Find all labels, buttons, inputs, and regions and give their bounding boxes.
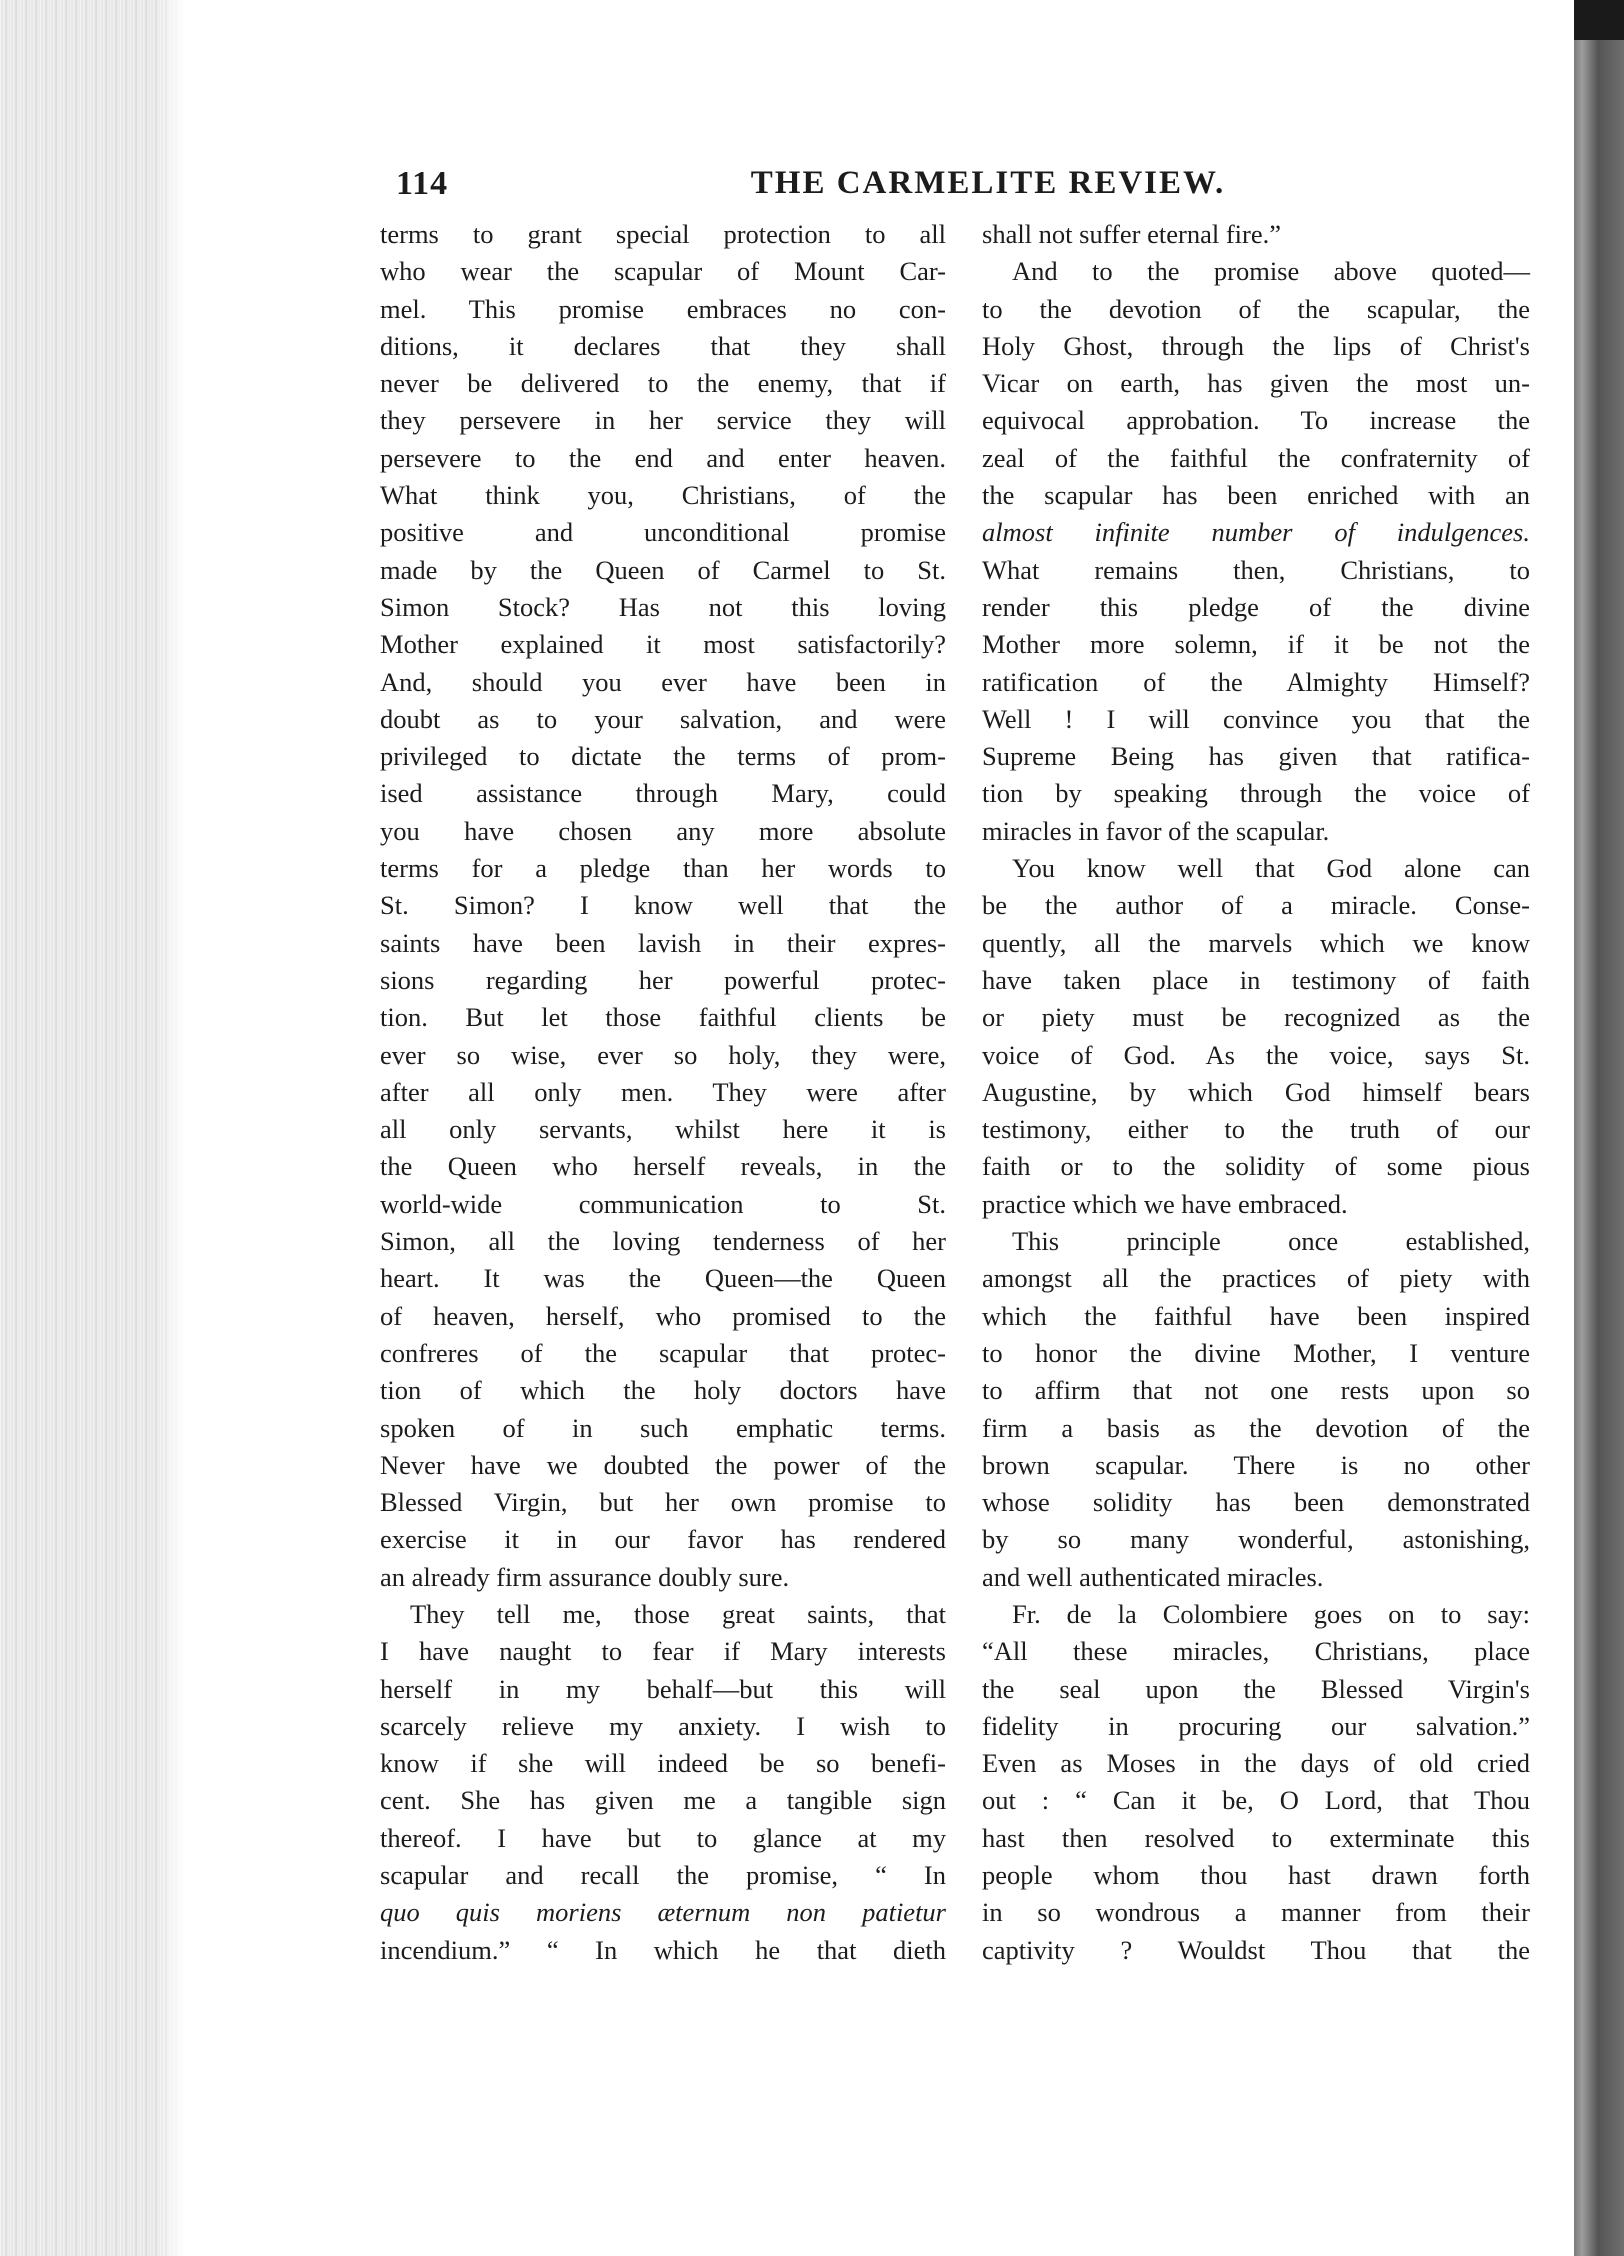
text-line: What think you, Christians, of the [380, 480, 946, 511]
text-line: Fr. de la Colombiere goes on to say: [1012, 1598, 1530, 1629]
text-line: after all only men. They were after [380, 1076, 946, 1107]
text-line: shall not suffer eternal fire.” [982, 219, 1281, 249]
text-line: and well authenticated miracles. [982, 1561, 1324, 1592]
text-line: doubt as to your salvation, and were [380, 703, 946, 734]
text-line: sions regarding her powerful protec- [380, 964, 946, 995]
text-line: tion. But let those faithful clients be [380, 1002, 946, 1033]
text-line: be the author of a miracle. Conse- [982, 890, 1530, 921]
text-line: Well ! I will convince you that the [982, 703, 1530, 734]
text-line: terms for a pledge than her words to [380, 853, 946, 884]
text-line: incendium.” “ In which he that dieth [380, 1934, 946, 1965]
text-line: scapular and recall the promise, “ In [380, 1860, 946, 1891]
text-line: the seal upon the Blessed Virgin's [982, 1673, 1530, 1704]
text-line: And to the promise above quoted— [1012, 256, 1530, 287]
text-line: Augustine, by which God himself bears [982, 1076, 1530, 1107]
text-line: you have chosen any more absolute [380, 815, 946, 846]
text-line: they persevere in her service they will [380, 405, 946, 436]
text-line: privileged to dictate the terms of prom- [380, 741, 946, 772]
text-line: fidelity in procuring our salvation.” [982, 1710, 1530, 1741]
text-line: “All these miracles, Christians, place [982, 1636, 1530, 1667]
text-line: thereof. I have but to glance at my [380, 1822, 946, 1853]
running-title: THE CARMELITE REVIEW. [750, 165, 1226, 201]
text-line: tion by speaking through the voice of [982, 778, 1530, 809]
text-line: quo quis moriens æternum non patietur [380, 1897, 946, 1928]
text-line: Holy Ghost, through the lips of Christ's [982, 330, 1530, 361]
text-line: of heaven, herself, who promised to the [380, 1300, 946, 1331]
text-line: to the devotion of the scapular, the [982, 293, 1530, 324]
text-line: This principle once established, [1012, 1226, 1530, 1257]
text-line: They tell me, those great saints, that [410, 1598, 946, 1629]
text-line: the scapular has been enriched with an [982, 480, 1530, 511]
text-line: tion of which the holy doctors have [380, 1375, 946, 1406]
left-column [380, 216, 946, 1969]
text-line: people whom thou hast drawn forth [982, 1860, 1530, 1891]
text-line: never be delivered to the enemy, that if [380, 368, 946, 399]
text-line: brown scapular. There is no other [982, 1449, 1530, 1480]
text-line: herself in my behalf—but this will [380, 1673, 946, 1704]
text-line: the Queen who herself reveals, in the [380, 1151, 946, 1182]
text-line: Never have we doubted the power of the [380, 1449, 946, 1480]
text-line: saints have been lavish in their expres- [380, 927, 946, 958]
text-line: Simon, all the loving tenderness of her [380, 1226, 946, 1257]
text-line: to honor the divine Mother, I venture [982, 1337, 1530, 1368]
text-line: Mother more solemn, if it be not the [982, 629, 1530, 660]
text-line: terms to grant special protection to all [380, 219, 946, 249]
text-line: I have naught to fear if Mary interests [380, 1636, 946, 1667]
text-line: captivity ? Wouldst Thou that the [982, 1934, 1530, 1965]
text-line: You know well that God alone can [1012, 853, 1530, 884]
text-line: ever so wise, ever so holy, they were, [380, 1039, 946, 1070]
text-line: ditions, it declares that they shall [380, 330, 946, 361]
text-line: mel. This promise embraces no con- [380, 293, 946, 324]
page-number: 114 [396, 165, 449, 202]
text-line: render this pledge of the divine [982, 591, 1530, 622]
scan-right-border [1574, 0, 1624, 2256]
text-line: quently, all the marvels which we know [982, 927, 1530, 958]
text-line: ised assistance through Mary, could [380, 778, 946, 809]
text-line: ratification of the Almighty Himself? [982, 666, 1530, 697]
text-line: faith or to the solidity of some pious [982, 1151, 1530, 1182]
text-line: who wear the scapular of Mount Car- [380, 256, 946, 287]
text-line: practice which we have embraced. [982, 1188, 1348, 1219]
text-line: world-wide communication to St. [380, 1188, 946, 1219]
text-line: confreres of the scapular that protec- [380, 1337, 946, 1368]
text-line: St. Simon? I know well that the [380, 890, 946, 921]
text-line: out : “ Can it be, O Lord, that Thou [982, 1785, 1530, 1816]
page-header [396, 165, 1540, 215]
text-line: miracles in favor of the scapular. [982, 815, 1330, 846]
text-line: What remains then, Christians, to [982, 554, 1530, 585]
text-line: hast then resolved to exterminate this [982, 1822, 1530, 1853]
text-line: amongst all the practices of piety with [982, 1263, 1530, 1294]
text-line: all only servants, whilst here it is [380, 1114, 946, 1145]
text-line: almost infinite number of indulgences. [982, 517, 1530, 548]
text-line: in so wondrous a manner from their [982, 1897, 1530, 1928]
text-line: which the faithful have been inspired [982, 1300, 1530, 1331]
text-line: positive and unconditional promise [380, 517, 946, 548]
text-line: Simon Stock? Has not this loving [380, 591, 946, 622]
text-line: cent. She has given me a tangible sign [380, 1785, 946, 1816]
text-line: by so many wonderful, astonishing, [982, 1524, 1530, 1555]
text-line: spoken of in such emphatic terms. [380, 1412, 946, 1443]
right-column [982, 216, 1530, 1969]
text-line: scarcely relieve my anxiety. I wish to [380, 1710, 946, 1741]
text-line: Supreme Being has given that ratifica- [982, 741, 1530, 772]
text-line: And, should you ever have been in [380, 666, 946, 697]
text-line: have taken place in testimony of faith [982, 964, 1530, 995]
text-line: know if she will indeed be so benefi- [380, 1748, 946, 1779]
text-line: equivocal approbation. To increase the [982, 405, 1530, 436]
text-line: or piety must be recognized as the [982, 1002, 1530, 1033]
text-line: exercise it in our favor has rendered [380, 1524, 946, 1555]
text-line: Even as Moses in the days of old cried [982, 1748, 1530, 1779]
text-line: to affirm that not one rests upon so [982, 1375, 1530, 1406]
text-line: testimony, either to the truth of our [982, 1114, 1530, 1145]
text-line: zeal of the faithful the confraternity of [982, 442, 1530, 473]
text-line: made by the Queen of Carmel to St. [380, 554, 946, 585]
text-line: Vicar on earth, has given the most un- [982, 368, 1530, 399]
text-line: heart. It was the Queen—the Queen [380, 1263, 946, 1294]
text-line: firm a basis as the devotion of the [982, 1412, 1530, 1443]
text-line: Mother explained it most satisfactorily? [380, 629, 946, 660]
text-line: whose solidity has been demonstrated [982, 1487, 1530, 1518]
text-line: persevere to the end and enter heaven. [380, 442, 946, 473]
text-line: an already firm assurance doubly sure. [380, 1561, 790, 1592]
book-page-edges [0, 0, 185, 2256]
text-line: voice of God. As the voice, says St. [982, 1039, 1530, 1070]
text-line: Blessed Virgin, but her own promise to [380, 1487, 946, 1518]
